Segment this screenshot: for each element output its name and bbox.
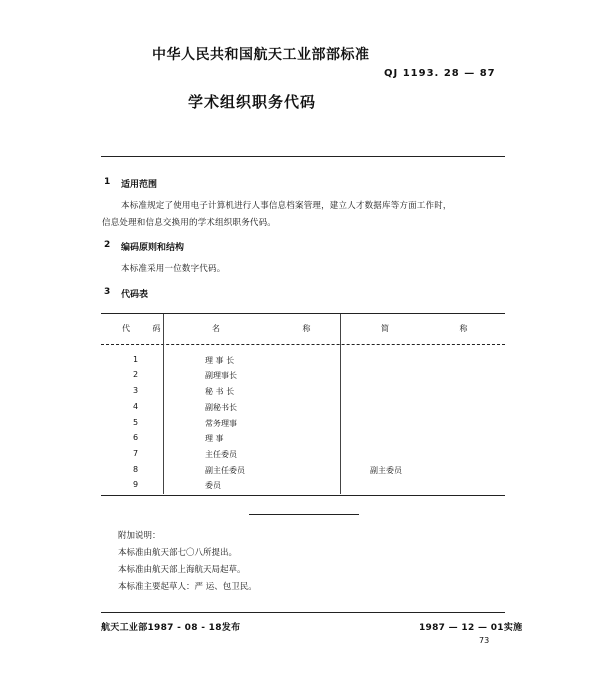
- row-6-name: 理 事: [205, 434, 224, 443]
- issue-date: 航天工业部1987 - 08 - 18发布: [101, 623, 241, 633]
- section-3-number: 3: [104, 287, 111, 297]
- section-2-heading: 编码原则和结构: [121, 243, 185, 253]
- row-5-code: 5: [133, 418, 139, 427]
- page-number: 73: [479, 636, 490, 645]
- row-7-name: 主任委员: [205, 450, 237, 459]
- row-4-code: 4: [133, 402, 139, 411]
- footer-divider: [101, 612, 505, 613]
- row-1-name: 理 事 长: [205, 356, 235, 365]
- notes-line-1: 本标准由航天部七〇八所提出。: [118, 548, 238, 558]
- table-divider-name: [340, 314, 341, 494]
- table-divider-code: [163, 314, 164, 494]
- row-8-name: 副主任委员: [205, 466, 245, 475]
- table-bottom-rule: [101, 495, 505, 496]
- table-header-abbr: 简 称: [381, 324, 502, 333]
- row-1-code: 1: [133, 355, 139, 364]
- row-7-code: 7: [133, 449, 139, 458]
- section-2-number: 2: [104, 240, 111, 250]
- document-title: 学术组织职务代码: [188, 93, 317, 111]
- notes-divider: [249, 514, 359, 515]
- table-top-rule: [101, 313, 505, 314]
- section-1-line-1: 本标准规定了使用电子计算机进行人事信息档案管理，建立人才数据库等方面工作时，: [121, 201, 452, 211]
- section-1-line-2: 信息处理和信息交换用的学术组织职务代码。: [102, 218, 277, 228]
- table-header-rule: [101, 344, 505, 345]
- section-1-heading: 适用范围: [121, 180, 158, 190]
- table-header-code: 代 码: [122, 324, 171, 333]
- section-1-number: 1: [104, 177, 111, 187]
- standard-code: QJ 1193. 28 — 87: [384, 68, 496, 79]
- row-5-name: 常务理事: [205, 419, 237, 428]
- section-2-line-1: 本标准采用一位数字代码。: [121, 264, 226, 274]
- issuing-organization: 中华人民共和国航天工业部部标准: [152, 47, 370, 63]
- notes-heading: 附加说明：: [118, 531, 161, 541]
- row-8-code: 8: [133, 465, 139, 474]
- notes-line-2: 本标准由航天部上海航天局起草。: [118, 565, 246, 575]
- section-3-heading: 代码表: [121, 290, 149, 300]
- row-9-code: 9: [133, 480, 139, 489]
- table-header-name: 名 称: [212, 324, 351, 333]
- row-9-name: 委员: [205, 481, 221, 490]
- row-2-code: 2: [133, 370, 139, 379]
- row-8-abbr: 副主委员: [370, 466, 402, 475]
- row-6-code: 6: [133, 433, 139, 442]
- effective-date: 1987 — 12 — 01实施: [419, 623, 523, 633]
- row-2-name: 副理事长: [205, 371, 237, 380]
- row-3-name: 秘 书 长: [205, 387, 235, 396]
- header-divider: [101, 156, 505, 157]
- row-4-name: 副秘书长: [205, 403, 237, 412]
- row-3-code: 3: [133, 386, 139, 395]
- notes-line-3: 本标准主要起草人：严 运、包卫民。: [118, 582, 257, 592]
